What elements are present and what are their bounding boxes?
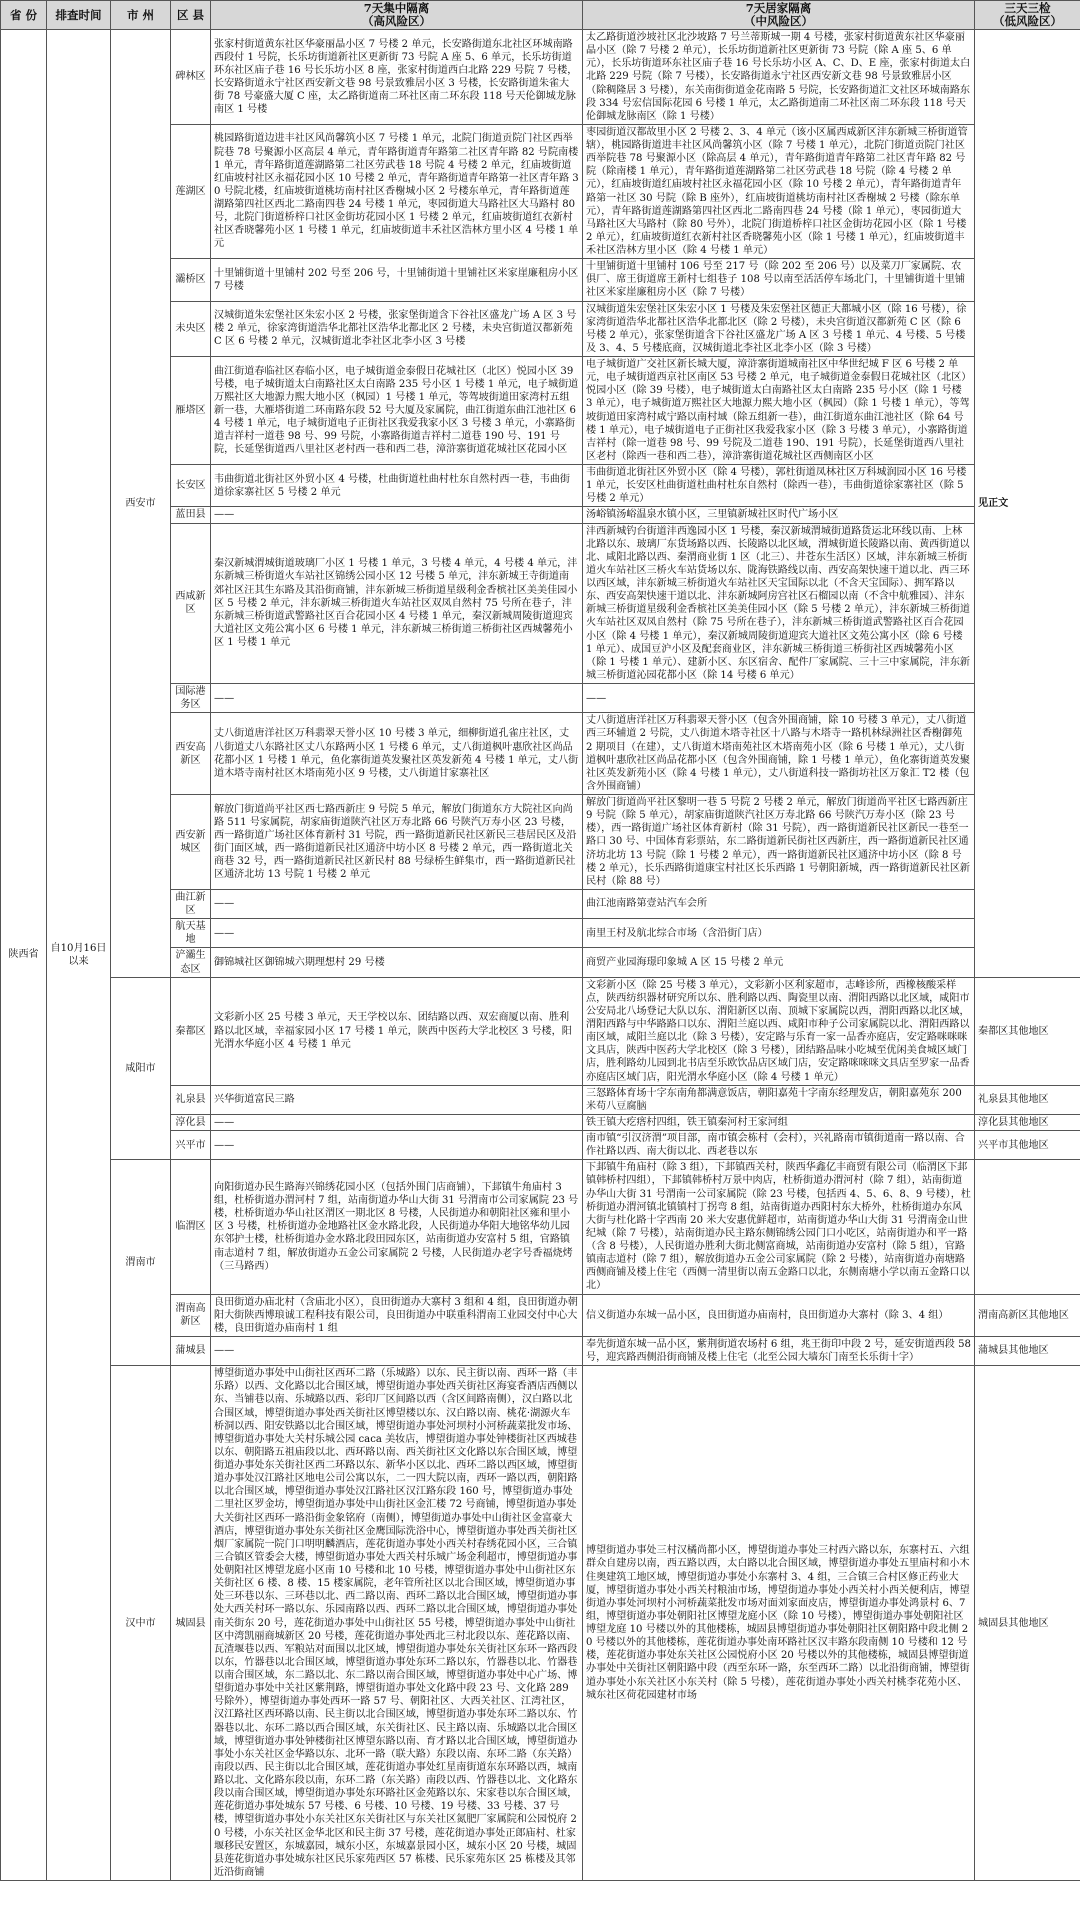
- low-risk-cell: 蒲城县其他地区: [975, 1336, 1080, 1365]
- high-risk-cell: 汉城街道朱宏堡社区朱宏小区 2 号楼，张家堡街道含下谷社区盛龙广场 A 区 3 号楼 2 单元，徐家湾街道浩华北都社区浩华北都北区 2 号楼，未央宫街道汉都新苑 C 区 6 号楼 2 单元，汉城街道北李社区北李小区 3 号楼: [211, 301, 583, 357]
- low-risk-cell: 城固县其他地区: [975, 1366, 1080, 1881]
- high-risk-cell: 张家村街道黄东社区华豪丽晶小区 7 号楼 2 单元，长安路街道东北社区环城南路西段付 1 号院，长乐坊街道新社区更新街 73 号院 A 座 5、6 单元，长乐坊街道环东社区庙子巷 16 号长乐坊小区 8 座，张家村街道西白北路 229 号院 7 号楼，长安路街道永宁社区西安新文巷 98 号景致雅居小区 3 号楼，长安路街道朱雀大街 78 号豪盛大厦 C 座，太乙路街道南二环社区南二环东段 118 号天伦御城龙脉南区 1 号楼: [211, 30, 583, 125]
- mid-risk-cell: 汤峪镇汤峪温泉水镇小区，三里镇新城社区时代广场小区: [583, 507, 975, 523]
- district-cell: 国际港务区: [171, 684, 211, 713]
- header-mid-risk: 7天居家隔离 （中风险区）: [583, 1, 975, 30]
- city-cell: 渭南市: [111, 1160, 171, 1366]
- header-high-risk: 7天集中隔离 （高风险区）: [211, 1, 583, 30]
- district-cell: 蓝田县: [171, 507, 211, 523]
- district-cell: 莲湖区: [171, 124, 211, 258]
- district-cell: 秦都区: [171, 977, 211, 1085]
- high-risk-cell: ——: [211, 1114, 583, 1130]
- header-city: 市 州: [111, 1, 171, 30]
- district-cell: 西安高新区: [171, 713, 211, 795]
- high-risk-cell: 秦汉新城渭城街道玻璃厂小区 1 号楼 1 单元，3 号楼 4 单元，4 号楼 4 单元，沣东新城三桥街道火车站社区锦绣公园小区 12 号楼 5 单元，沣东新城王寺街道南郊社区汪其生东路及其沿街商铺，沣东新城三桥街道星级利金香槟社区美美佳园小区 5 号楼 2 单元，沣东新城三桥街道火车站社区双凤自然村 75 号所在巷子，沣东新城三桥街道武警路社区百合花园小区 4 号楼 1 单元，秦汉新城周陵街道迎宾大道社区文苑公寓小区 6 号楼 1 单元，沣东新城三桥街道三桥街社区西城馨苑小区 1 号楼 1 单元: [211, 523, 583, 684]
- low-risk-cell: 渭南高新区其他地区: [975, 1294, 1080, 1336]
- district-cell: 城固县: [171, 1366, 211, 1881]
- district-cell: 蒲城县: [171, 1336, 211, 1365]
- mid-risk-cell: 十里铺街道十里铺村 106 号至 217 号（除 202 至 206 号）以及菜刀厂家属院、农俱厂、席王街道席王新村七组巷子 108 号以南至活活停车场北门，十里铺街道十里铺社区米家崖廉租房小区（除 7 号楼）: [583, 259, 975, 301]
- low-risk-cell: 淳化县其他地区: [975, 1114, 1080, 1130]
- high-risk-cell: 桃园路街道边进丰社区风尚馨筑小区 7 号楼 1 单元，北院门街道贡院门社区西举院巷 78 号聚源小区高层 4 单元，青年路街道青年路第二社区青年路 82 号院南楼 1 单元，青年路街道莲湖路第二社区劳武巷 18 号院 4 号楼 2 单元，红庙坡街道红庙坡村社区永福花园小区 10 号楼 2 单元，青年路街道青年路第一社区青年路 30 号院北楼，红庙坡街道桃坊南村社区香榭城小区 2 号楼东单元，青年路街道莲湖路第四社区西北二路南四巷 24 号楼 1 单元，枣园街道大马路社区大马路村 80 号，北院门街道桥梓口社区金街坊花园小区 1 号楼 2 单元，红庙坡街道红衣新村社区香晓馨苑小区 1 号楼 1 单元，红庙坡街道丰禾社区浩林方里小区 4 号楼 1 单元: [211, 124, 583, 258]
- mid-risk-cell: 曲江池南路第壹站汽车会所: [583, 889, 975, 918]
- high-risk-cell: 解放门街道尚平社区西七路西新庄 9 号院 5 单元，解放门街道东方大院社区向尚路 511 号家属院，胡家庙街道陕汽社区万寿北路 66 号陕汽万寿小区 23 号楼，西一路街道广场社区体育新村 31 号院，西一路街道新民社区新民三巷居民区及沿街门面区域，西一路街道新民社区通济中坊小区 8 号楼 2 单元，西一路街道北关商巷 32 号，西一路街道新民社区新民村 88 号绿桥生鲜集市，西一路街道新民社区通济北坊 13 号院 1 号楼 2 单元: [211, 795, 583, 890]
- mid-risk-cell: 南里王村及航北综合市场（含沿街门店）: [583, 919, 975, 948]
- mid-risk-cell: ——: [583, 684, 975, 713]
- district-cell: 碑林区: [171, 30, 211, 125]
- header-date: 排查时间: [47, 1, 111, 30]
- city-cell: 汉中市: [111, 1366, 171, 1881]
- low-risk-cell: 礼泉县其他地区: [975, 1085, 1080, 1114]
- district-cell: 曲江新区: [171, 889, 211, 918]
- mid-risk-cell: 电子城街道广交社区新长城大厦，漳浒寨街道城南社区中华世纪城 F 区 6 号楼 2 单元，电子城街道西京社区南区 53 号楼 2 单元，电子城街道金泰假日花城社区（北区）悦园小区（除 39 号楼），电子城街道太白南路社区太白南路 235 号小区（除 1 号楼 3 单元），电子城街道万熙社区大地源力熙大地小区（枫园）（除 1 号楼 1 单元），等驾坡街道田家湾村咸宁路以南村域（除五组新一巷），曲江街道东曲江池社区（除 64 号楼 1 单元），电子城街道电子正街社区我爱我家小区（除 3 号楼 3 单元），小寨路街道吉祥村（除一道巷 98 号、99 号院及二道巷 190、191 号院），长延堡街道西八里社区老村（除西一巷和西二巷），漳浒寨街道花城社区西侧南区小区: [583, 357, 975, 465]
- table-row: [1, 1366, 1080, 1881]
- city-cell: 西安市: [111, 30, 171, 978]
- header-low-risk: 三天三检 （低风险区）: [975, 1, 1080, 30]
- mid-risk-cell: 太乙路街道沙坡社区北沙坡路 7 号兰蒂斯城一期 4 号楼，张家村街道黄东社区华豪丽晶小区（除 7 号楼 2 单元），长乐坊街道新社区更新街 73 号院（除 A 座 5、6 单元），长乐坊街道环东社区庙子巷 16 号长乐坊小区 A、C、D、E 座，张家村街道太白北路 229 号院（除 7 号楼），长安路街道永宁社区西安新文巷 98 号景致雅居小区（除稠隆居 3 号楼），东关南街街道金花南路 5 号院，长安路街道汇文社区环城南路东段 334 号宏信国际花园 6 号楼 1 单元，太乙路街道南二环社区南二环东段 118 号天伦御城龙脉南区（除 1 号楼）: [583, 30, 975, 125]
- mid-risk-cell: 解放门街道尚平社区黎明一巷 5 号院 2 号楼 2 单元，解放门街道尚平社区七路西新庄 9 号院（除 5 单元），胡家庙街道陕汽社区万寿北路 66 号陕汽万寿小区（除 23 号楼），西一路街道广场社区体育新村（除 31 号院），西一路街道新民社区新民一巷至一路口 30 号、中国体育彩票站，东二路街道新民街社区西新庄，西一路街道新民社区通济坊北坊 13 号院（除 1 号楼 2 单元），西一路街道新民社区通济中坊小区（除 8 号楼 2 单元），长乐西路街道康宝村社区长乐西路 1 号朝阳新城，西一路街道新民社区新民村（除 88 号）: [583, 795, 975, 890]
- district-cell: 渭南高新区: [171, 1294, 211, 1336]
- district-cell: 西咸新区: [171, 523, 211, 684]
- high-risk-cell: 向阳街道办民生路海兴锦绣花园小区（包括外围门店商铺），下邽镇牛角庙村 3 组，杜桥街道办渭河村 7 组，站南街道办华山大街 31 号渭南市公司家属院 23 号楼，杜桥街道办华山社区渭区一期北区 8 号楼，人民街道办和朝阳社区雍和里小区 3 号楼，杜桥街道办金地路社区金水路北段，人民街道办华阳大地铭华幼儿园东邻护士楼，杜桥街道办金水路北段田园东区，站南街道办安富村 5 组，官路镇南志道村 7 组，解放街道办五金公司家属院 2 号楼，人民街道办老字号香福烧烤（三马路西）: [211, 1160, 583, 1294]
- mid-risk-cell: 博望街道办事处三村汉橘尚都小区，博望街道办事处三村西六路以东，东寨村五、六组群众自建房以南，西五路以西，太白路以北合围区域，博望街道办事处五里庙村和小木住奥建筑工地区域，博望街道办事处小东寨村 3、4 组，三合镇三合村区修正药业大厦，博望街道办事处小西关村粮油市场，博望街道办事处小西关村小西关便利店，博望街道办事处河坝村小河桥蔬菜批发市场对面刘家面皮店，博望街道办事处鸿景村 6、7 组，博望街道办事处朝阳社区博望龙庭小区（除 10 号楼），博望街道办事处朝阳社区博望龙庭 10 号楼以外的其他楼栋，城固县博望街道办事处朝阳社区朝阳路中段北侧 20 号楼以外的其他楼栋，莲花街道办事处南环路社区汉丰路东段南侧 10 号楼和 12 号楼，莲花街道办事处东关社区公园悦府小区 20 号楼以外的其他楼栋，城固县博望街道办事处中关街社区朝阳路中段（西至东环一路，东至西环二路）以北沿街商铺，博望街道办事处小东关社区小东关村（除 5 号楼），莲花街道办事处小西关村桃李花苑小区、城东社区荷花园建材市场: [583, 1366, 975, 1881]
- high-risk-cell: 文彩新小区 25 号楼 3 单元，天王学校以东、团结路以西、双宏商厦以南、胜利路以北区域，幸福家园小区 17 号楼 1 单元，陕西中医药大学北校区 3 号楼，阳光渭水华庭小区 4 号楼 1 单元: [211, 977, 583, 1085]
- high-risk-cell: 曲江街道春临社区春临小区，电子城街道金泰假日花城社区（北区）悦园小区 39 号楼，电子城街道太白南路社区太白南路 235 号小区 1 号楼 1 单元，电子城街道万熙社区大地源力熙大地小区（枫园）1 号楼 1 单元，等驾坡街道田家湾村五组新一巷，大雁塔街道二环南路东段 52 号大厦及家属院，曲江街道东曲江池社区 64 号楼 1 单元，电子城街道电子正街社区我爱我家小区 3 号楼 3 单元，小寨路街道吉祥村一道巷 98 号、99 号院，小寨路街道吉祥村二道巷 190 号、191 号院，长延堡街道西八里社区老村西一巷和西二巷，漳浒寨街道花城社区花园小区: [211, 357, 583, 465]
- table-row: [1, 30, 1080, 125]
- low-risk-cell: 兴平市其他地区: [975, 1131, 1080, 1160]
- district-cell: 雁塔区: [171, 357, 211, 465]
- mid-risk-cell: 韦曲街道北街社区外贸小区（除 4 号楼），郭杜街道凤林社区万科城润园小区 16 号楼 1 单元，长安区杜曲街道杜曲村杜东自然村（除西一巷），韦曲街道徐家寨社区（除 5 号楼 2 单元）: [583, 465, 975, 507]
- district-cell: 淳化县: [171, 1114, 211, 1130]
- mid-risk-cell: 汉城街道朱宏堡社区朱宏小区 1 号楼及朱宏堡社区德正大都城小区（除 16 号楼），徐家湾街道浩华北都社区浩华北都北区（除 2 号楼），未央宫街道汉都新苑 C 区（除 6 号楼 2 单元），张家堡街道含下谷社区盛龙广场 A 区 3 号楼 1 单元、4 号楼、5 号楼及 3、4、5 号楼底商，汉城街道北李社区北李小区（除 3 号楼）: [583, 301, 975, 357]
- district-cell: 长安区: [171, 465, 211, 507]
- district-cell: 未央区: [171, 301, 211, 357]
- low-risk-cell: 见正文: [975, 30, 1080, 978]
- high-risk-cell: ——: [211, 889, 583, 918]
- date-cell: 自10月16日以来: [47, 30, 111, 1881]
- table-body: [1, 30, 1080, 1881]
- mid-risk-cell: 南市镇“引汉济渭”项目部，南市镇会栋村（会村），兴礼路南市镇街道南一路以南、合作社路以西、南大街以北、西老巷以东: [583, 1131, 975, 1160]
- table-header-row: [1, 1, 1080, 30]
- mid-risk-cell: 文彩新小区（除 25 号楼 3 单元），文彩新小区利家超市，志峰诊所，西橡核酸采样点，陕西纺织器材研究所以东、胜利路以西、陶瓷里以南、渭阳西路以北区域，咸阳市公安局北八场登记大队以东、渭阳新区以南、顶城下家属院以西，渭阳西路以北区域，渭阳西路与中华路路口以东、渭阳兰庭以西、咸阳市种子公司家属院以北、渭阳西路以南区域，咸阳兰庭以北（除 3 号楼），安定路与乐育一家一品香亦庭店，安定路咪咪咪文具店，陕西中医药大学北校区（除 3 号楼），团结路品味小吃城至优闲美食城区域门店，胜利路幼儿园到北书店至乐欧饮品店区域门店，安定路咪咪咪文具店至罗家一品香亦庭店区域门店，阳光渭水华庭小区（除 4 号楼 1 单元）: [583, 977, 975, 1085]
- high-risk-cell: 兴华街道富民三路: [211, 1085, 583, 1114]
- mid-risk-cell: 沣西新城钓台街道沣西逸园小区 1 号楼，秦汉新城渭城街道路货运北环线以南、上林北路以东、玻璃厂东货场路以西、长陵路以北区域，渭城街道长陵路以南、黄西街道以北、咸阳北路以西、秦渭商业街 1 区（北三）、井苍东生活区）区域，沣东新城三桥街道火车站社区三桥火车站货场以东、陇海铁路线以南、西安高架快速干道以北、西三环以西区域，沣东新城三桥街道火车站社区天宝国际以北（不含天宝国际）、拥军路以东、西安高架快速干道以北、沣东新城阿房宫社区石榴园以南（不含中航雅园）、沣东新城三桥街道星级利金香槟社区美美佳园小区（除 5 号楼 2 单元），沣东新城三桥街道火车站社区双凤自然村（除 75 号所在巷子），沣东新城三桥街道武警路社区百合花园小区（除 4 号楼 1 单元），秦汉新城周陵街道迎宾大道社区文苑公寓小区（除 6 号楼 1 单元）、成国豆沪小区及配套商业区，沣东新城三桥街道三桥街社区西城馨苑小区（除 1 号楼 1 单元）、建新小区、东区宿舍、配件厂家属院、三十三中家属院，沣东新城三桥街道沁园花都小区（除 14 号楼 6 单元）: [583, 523, 975, 684]
- district-cell: 灞桥区: [171, 259, 211, 301]
- high-risk-cell: ——: [211, 507, 583, 523]
- high-risk-cell: ——: [211, 684, 583, 713]
- high-risk-cell: ——: [211, 1336, 583, 1365]
- mid-risk-cell: 商贸产业园海璟印象城 A 区 15 号楼 2 单元: [583, 948, 975, 977]
- mid-risk-cell: 信义街道办东城一品小区，良田街道办庙南村，良田街道办大寨村（除 3、4 组）: [583, 1294, 975, 1336]
- high-risk-cell: 良田街道办庙北村（含庙北小区），良田街道办大寨村 3 组和 4 组，良田街道办朝阳大街陕西博琅诚工程科技有限公司，良田街道办中联重科渭南工业园交付中心大楼，良田街道办庙南村 1 组: [211, 1294, 583, 1336]
- low-risk-cell: [975, 1160, 1080, 1294]
- header-province: 省 份: [1, 1, 47, 30]
- district-cell: 兴平市: [171, 1131, 211, 1160]
- mid-risk-cell: 三怒路体育场十字东南角都满意饭店，朝阳嘉苑十字南东经理发店，朝阳嘉苑东 200 米苟八豆腐脑: [583, 1085, 975, 1114]
- table-row: [1, 977, 1080, 1085]
- high-risk-cell: 御锦城社区御锦城六期理想村 29 号楼: [211, 948, 583, 977]
- high-risk-cell: 博望街道办事处中山街社区西环二路（乐城路）以东、民主街以南、西环一路（丰乐路）以西、文化路以北合围区域，博望街道办事处西关街社区海宴香酒店西侧以东、当铺巷以南、乐城路以西、彩印厂区间路以西（含区间路南侧），汉白路以北合围区域，博望街道办事处西关街社区博望楼以东、汉白路以南、桃花·湖源火车桥洞以西、阳安铁路以北合围区域，博望街道办事处河坝村小河桥蔬菜批发市场、博望街道办事处大关村乐城公园 caca 美妆店，博望街道办事处钟楼街社区西城巷以东、朝阳路五祖庙段以北、西环路以南、西关街社区文化路以东合围区域，博望街道办事处东关街社区西二环路以东、新华小区以北、西环二路以西区域，博望街道办事处汉江路社区地电公司公寓以东，二一四大院以南，西环一路以西，朝阳路以北合围区域，博望街道办事处汉江路社区汉江路东段 160 号，博望街道办事处二里社区罗金坊，博望街道办事处中山街社区金汇楼 72 号商铺，博望街道办事处大关街社区西环一路沿街金象铭府（南侧），博望街道办事处中山街社区金富豪大酒店，博望街道办事处东关街社区金鹰国际洗浴中心，博望街道办事处西关街社区烟厂家属院一院门口明明麟酒店，莲花街道办事处小西关村春绣花园小区，三合镇三合镇区管委会大楼，博望街道办事处大西关村乐城广场金利超市，博望街道办事处朝阳社区博望龙庭小区南 10 号楼和北 10 号楼，博望街道办事处中山街社区东关街社区 6 楼、8 楼、15 楼家属院，老年管所社区以北合围区域，博望街道办事处三环巷以东、三环巷以北、西二路以南、西环二路以北合围区域，博望街道办事处大西关村环一路以东、乐园南路以西、西环二路以北合围区域，博望街道办事处南关街东 20 号，莲花街道办事处中山街社区 55 号楼，博望街道办事处中山街社区中湾凯丽商城新区 20 号楼，莲花街道办事处西北三村北段以东、莲花路以南、瓦渣堰巷以西、军粮站对面围以北区域，博望街道办事处东关街社区东环一路西段以东，竹器巷以北合围区域，博望街道办事处东环二路以东，竹器巷以北、竹器巷以南合围区域，东二路以北、东二路以南合围区域，博望街道办事处中心广场、博望街道办事处中关社区紫荆路，博望街道办事处文化路中段 23 号、文化路 289 号除外），博望街道办事处西环一路 57 号、朝阳社区、大西关社区、江湾社区，汉江路社区西环路以南、民主街以北合围区域，博望街道办事处东环二路以东、竹器巷以北、东环二路以西合围区域，东关街社区、民主路以南、乐城路以北合围区域，博望街道办事处钟楼街社区博望东路以南、育才路以北合围区域，博望街道办事处小东关社区金华路以东、北环一路（联大路）东段以南、东环二路（东关路）南段以西、民主街以北合围区域，莲花街道办事处红星南街道东东环路以西，城南路以北、文化路东段以南，东环二路（东关路）南段以西、竹器巷以北、文化路东段以南合围区域，博望街道办事处东环路社区金苑路以东、宋家巷以东合围区域，莲花街道办事处城东 57 号楼、6 号楼、10 号楼、19 号楼、33 号楼、37 号楼，博望街道办事处小东关社区东关街社区与东关社区氮肥厂家属院和公园悦府 20 号楼，小东关社区金华北区和民主街 37 号楼，莲花街道办事处正郎庙村、杜家堰移民安置区，东城嘉园，城东小区，东城嘉景园小区，城东小区 20 号楼，城固县莲花街道办事处城东社区民乐家苑西区 57 栋楼、民乐家苑东区 25 栋楼及其邻近沿街商铺: [211, 1366, 583, 1881]
- mid-risk-cell: 丈八街道唐洋社区万科翡翠天誉小区（包含外围商铺，除 10 号楼 3 单元），丈八街道西三环辅道 2 号院，丈八街道木塔寺社区十八路与木塔寺一路机林绿洲社区香榭御苑 2 期项目（在建），丈八街道木塔南苑社区木塔南苑小区（除 6 号楼 1 单元），丈八街道枫叶惠欣社区尚品花都小区（包含外围商铺，除 1 号楼 1 单元），鱼化寨街道英发聚社区英发新苑小区（除 4 号楼 1 单元），丈八街道科技一路街坊社区万象汇 T2 楼（包含外围商铺）: [583, 713, 975, 795]
- mid-risk-cell: 奉先街道东城一品小区，紫荆街道农场村 6 组，兆王街印中段 2 号，延安街道西段 58 号，迎宾路西侧沿街商铺及楼上住宅（北至公园大墙东门南至长乐街十字）: [583, 1336, 975, 1365]
- mid-risk-cell: 枣园街道汉都故里小区 2 号楼 2、3、4 单元（该小区属西咸新区沣东新城三桥街道管辖），桃园路街道进丰社区风尚馨筑小区（除 7 号楼 1 单元），北院门街道贡院门社区西举院巷 78 号聚源小区（除高层 4 单元），青年路街道青年路第二社区青年路 82 号院（除南楼 1 单元），青年路街道莲湖路第二社区劳武巷 18 号院（除 4 号楼 2 单元），红庙坡街道红庙坡村社区永福花园小区（除 10 号楼 2 单元），青年路街道青年路第一社区 30 号院（除 B 座外），红庙坡街道桃坊南村社区香榭城 2 号楼（除东单元），青年路街道莲湖路第四社区西北二路南四巷 24 号楼（除 1 单元），枣园街道大马路社区大马路村（除 80 号外），北院门街道桥梓口社区金街坊花园小区（除 1 号楼 2 单元），红庙坡街道红衣新村社区香晓馨苑小区（除 1 号楼 1 单元），红庙坡街道丰禾社区浩林方里小区（除 4 号楼 1 单元）: [583, 124, 975, 258]
- district-cell: 礼泉县: [171, 1085, 211, 1114]
- district-cell: 临渭区: [171, 1160, 211, 1294]
- high-risk-cell: ——: [211, 1131, 583, 1160]
- mid-risk-cell: 下邽镇牛角庙村（除 3 组），下邽镇西关村，陕西华鑫亿丰商贸有限公司（临渭区下邽镇韩桥村四组），下邽镇韩桥村万景中肉店，杜桥街道办渭河村（除 7 组），站南街道办华山大街 31 号渭南一公司家属院（除 23 号楼，包括西 4、5、6、8、9 号楼），杜桥街道办渭河镇北镇镇村丁拐弯 8 组，站南街道办西阳村东大桥外，杜桥街道办东风大街与杜化路十字西南 20 米大安惠优鲜超市，站南街道办华山大街 31 号渭南金山世纪城（除 7 号楼），站南街道办民主路东侧锦绣公园门口小吃区，站南街道办和平一路（含 8 号楼），人民街道办胜利大街北侧富商城，站南街道办安富村（除 5 组），官路镇南志道村（除 7 组），解放街道办五金公司家属院（除 2 号楼），站南街道办南塘路西侧商铺及楼上住宅（西侧一清里街以南五金路口以北，东侧南塘小学以南五金路口以北）: [583, 1160, 975, 1294]
- high-risk-cell: ——: [211, 919, 583, 948]
- city-cell: 咸阳市: [111, 977, 171, 1160]
- district-cell: 西安新城区: [171, 795, 211, 890]
- high-risk-cell: 丈八街道唐洋社区万科翡翠天誉小区 10 号楼 3 单元，细柳街道孔雀庄社区，丈八街道丈八东路社区丈八东路两小区 1 号楼 6 单元，丈八街道枫叶惠欣社区尚品花都小区 1 号楼 1 单元，鱼化寨街道英发聚社区英发新苑 4 号楼 1 单元，丈八街道木塔寺南村社区木塔南苑小区 9 号楼，丈八街道甘家寨社区: [211, 713, 583, 795]
- high-risk-cell: 十里铺街道十里铺村 202 号至 206 号，十里铺街道十里铺社区米家崖廉租房小区 7 号楼: [211, 259, 583, 301]
- high-risk-cell: 韦曲街道北街社区外贸小区 4 号楼，杜曲街道杜曲村杜东自然村西一巷，韦曲街道徐家寨社区 5 号楼 2 单元: [211, 465, 583, 507]
- mid-risk-cell: 铁王镇大疙瘩村四组，铁王镇秦河村王家河组: [583, 1114, 975, 1130]
- table-row: [1, 1160, 1080, 1294]
- district-cell: 航天基地: [171, 919, 211, 948]
- header-district: 区 县: [171, 1, 211, 30]
- low-risk-cell: 秦都区其他地区: [975, 977, 1080, 1085]
- district-cell: 浐灞生态区: [171, 948, 211, 977]
- province-cell: 陕西省: [1, 30, 47, 1881]
